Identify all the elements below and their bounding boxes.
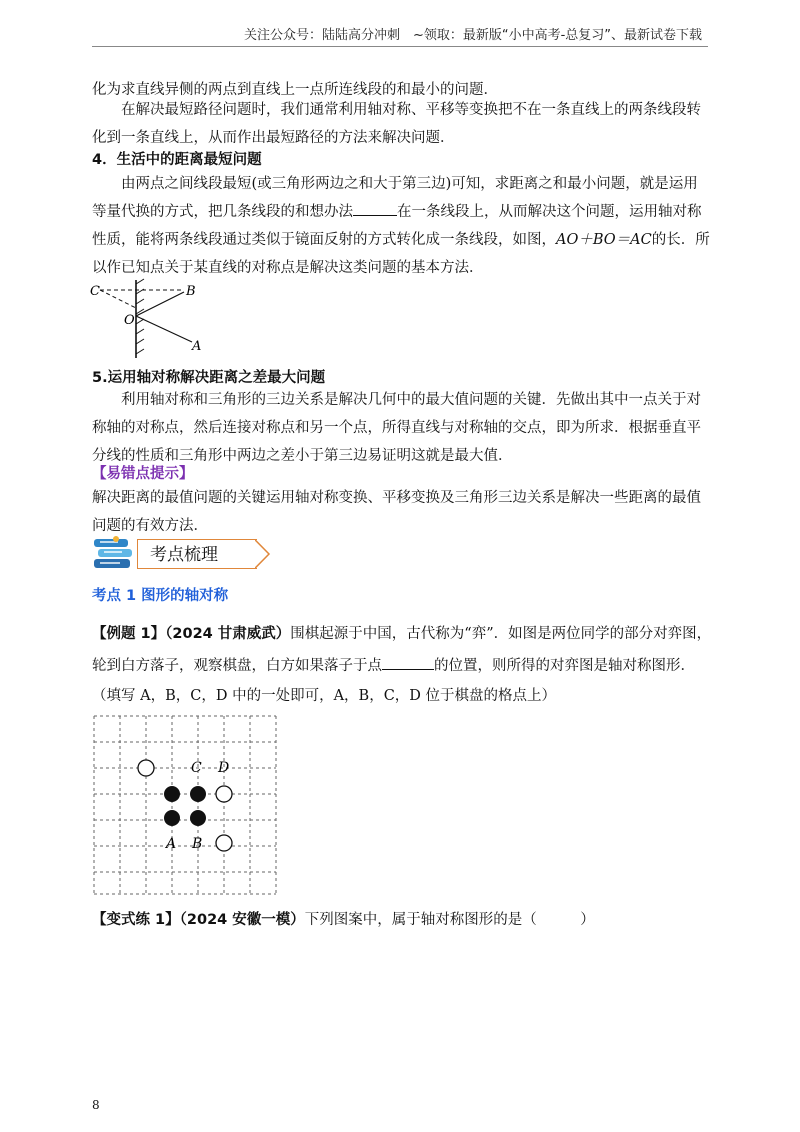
- white-stone: [216, 835, 232, 851]
- fill-blank: [353, 199, 397, 216]
- example-1-text-a: 围棋起源于中国，古代称为“弈”．如图是两位同学的部分对弈图，轮到白方落子，观察棋盘，白方如果落子于点: [92, 626, 712, 674]
- paragraph-2: 在解决最短路径问题时，我们通常利用轴对称、平移等变换把不在一条直线上的两条线段转化到一条直线上，从而作出最短路径的方法来解决问题．: [92, 102, 701, 146]
- black-stone: [190, 810, 206, 826]
- variant-1-text: 下列图案中，属于轴对称图形的是（ ）: [304, 912, 595, 928]
- section-banner: [92, 535, 282, 573]
- segment-bo: [136, 292, 184, 316]
- paragraph-1: 化为求直线异侧的两点到直线上一点所连线段的和最小的问题．: [92, 82, 498, 98]
- white-stone: [216, 786, 232, 802]
- white-stone: [138, 760, 154, 776]
- variant-1: [92, 906, 712, 934]
- point-label-d: D: [218, 760, 230, 776]
- example-1-tag: 【例题 1】: [92, 626, 166, 642]
- heading-4: 4．生活中的距离最短问题: [92, 152, 262, 168]
- header-divider: [92, 46, 708, 47]
- board-grid: [94, 716, 276, 894]
- example-1: [92, 618, 712, 682]
- example-1-text-b: 的位置，则所得的对弈图是轴对称图形．: [434, 658, 695, 674]
- point-label-b: B: [192, 836, 203, 852]
- page-number: 8: [92, 1098, 100, 1112]
- go-board: [92, 714, 282, 898]
- label-a: A: [192, 339, 202, 354]
- banner-arrow-icon: [255, 539, 271, 569]
- answer-blank: [382, 653, 434, 670]
- black-stone: [164, 810, 180, 826]
- paragraph-3: [92, 170, 712, 282]
- example-1-note: （填写 A，B，C，D 中的一处即可，A，B，C，D 位于棋盘的格点上）: [92, 688, 557, 704]
- variant-1-source: （2024 安徽一模）: [179, 912, 305, 928]
- page-header: [0, 18, 800, 46]
- mirror-reflection-figure: [88, 278, 218, 360]
- hint-heading: 【易错点提示】: [92, 466, 194, 482]
- header-text: 关注公众号：陆陆高分冲刺 ~领取：最新版“小中高考-总复习”、最新试卷下载: [243, 28, 702, 43]
- paragraph-5: 解决距离的最值问题的关键运用轴对称变换、平移变换及三角形三边关系是解决一些距离的最值问题的有效方法．: [92, 490, 701, 534]
- paragraph-4: 利用轴对称和三角形的三边关系是解决几何中的最大值问题的关键．先做出其中一点关于对称轴的对称点，然后连接对称点和另一个点，所得直线与对称轴的交点，即为所求．根据垂直平分线的性质和三角形中两边之差小于第三边易证明这就是最大值．: [92, 392, 701, 464]
- label-o: O: [124, 313, 135, 328]
- point-label-c: C: [191, 760, 202, 776]
- label-c: C: [90, 284, 100, 299]
- segment-co: [100, 290, 136, 308]
- segment-oa: [136, 316, 192, 342]
- label-b: B: [186, 284, 196, 299]
- point-label-a: A: [166, 836, 177, 852]
- paragraph-3-part-b: 在一条线段上，从而解决这个问题，运用轴对称性质，能将两条线段通过类似于镜面反射的方式转化成一条线段，如图，: [92, 204, 702, 248]
- paragraph-3-part-c: 的长．所以作已知点关于某直线的对称点是解决这类问题的基本方法．: [92, 232, 710, 276]
- black-stone: [164, 786, 180, 802]
- variant-1-tag: 【变式练 1】: [92, 912, 180, 928]
- example-1-source: （2024 甘肃威武）: [165, 626, 291, 642]
- section-title: 考点 1 图形的轴对称: [92, 588, 229, 604]
- books-icon: [92, 535, 136, 573]
- heading-5: 5.运用轴对称解决距离之差最大问题: [92, 370, 326, 386]
- banner-title: 考点梳理: [137, 539, 257, 569]
- paragraph-3-part-a: 由两点之间线段最短(或三角形两边之和大于第三边)可知，求距离之和最小问题，就是运用等量代换的方式，把几条线段的和想办法: [92, 176, 698, 220]
- black-stone: [190, 786, 206, 802]
- equation-ao-bo-ac: AO＋BO＝AC: [556, 232, 652, 248]
